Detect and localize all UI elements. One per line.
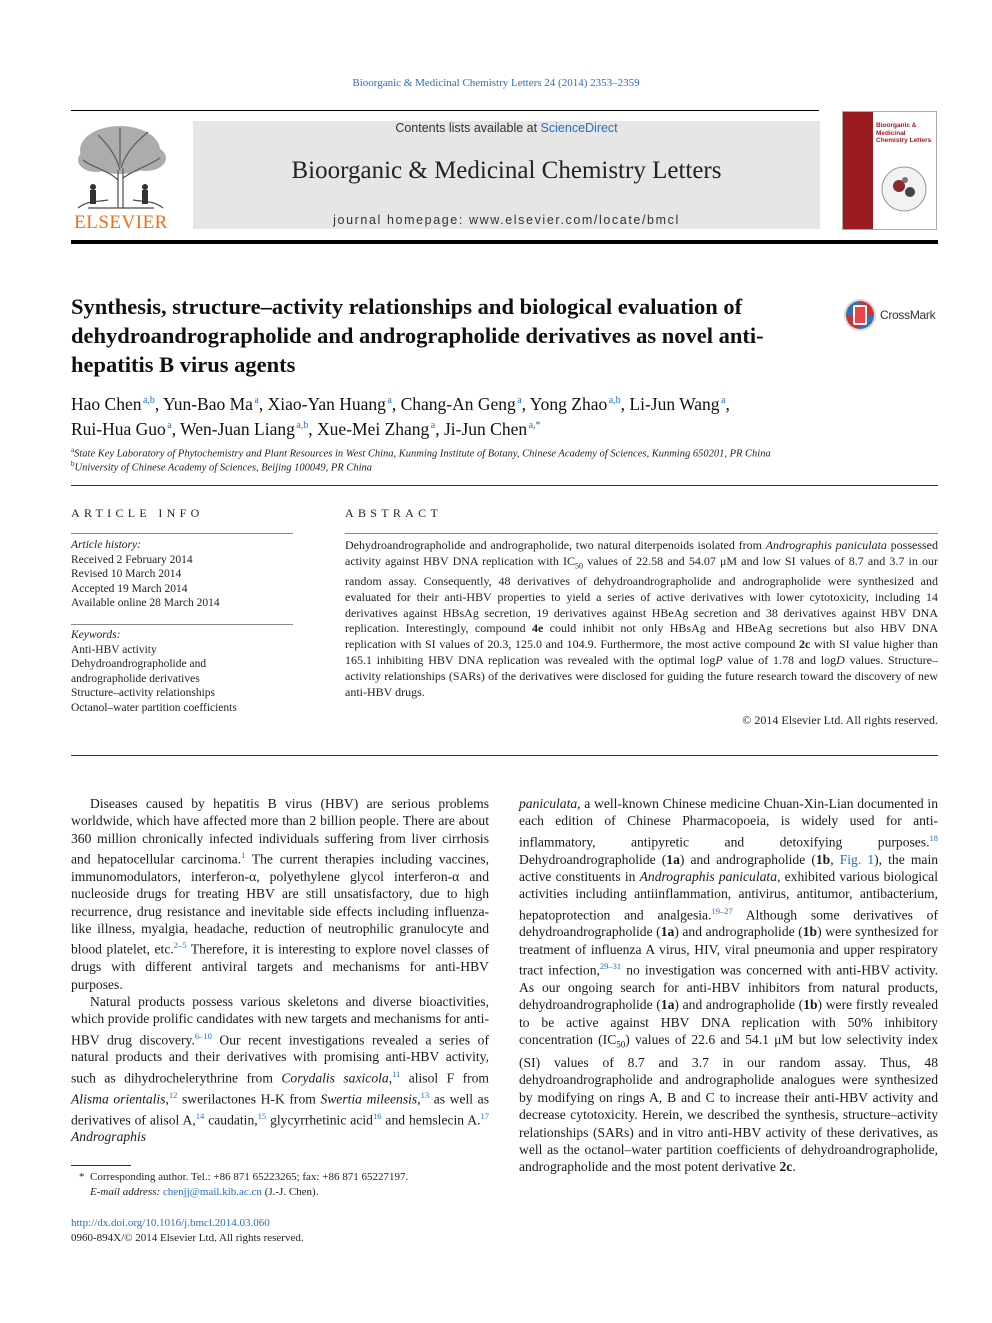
affiliation-b [71,460,941,474]
email-link[interactable]: chenjj@mail.kib.ac.cn [162,1186,262,1198]
author-affil-sup[interactable]: a [721,395,726,406]
body-paragraph: Natural products possess various skeletons and diverse bioactivities, which provide prolific candidates with new targets and mechanisms for anti-HBV drug discovery.$^{6-10}$ Our recent investigations revealed a series of natural products and their derivatives with promising anti-HBV activity, such as dihydrochelerythrine from Corydalis saxicola,$^{11}$ alisol F from Alisma orientalis,$^{12}$ swerilactones H-K from Swertia mileensis,$^{13}$ as well as derivatives of alisol A,$^{14}$ caudatin,$^{15}$ glycyrrhetinic acid$^{16}$ and hemslecin A.$^{17}$ Andrographis [71,993,490,1145]
publisher-name: ELSEVIER [74,212,168,233]
author[interactable]: Li-Jun Wang [629,393,720,414]
body-paragraph: paniculata, a well-known Chinese medicine Chuan-Xin-Lian documented in each edition of Chinese Pharmacopoeia, is widely used for anti-inflammatory, antipyretic and detoxifying purposes.$^{18}$ Dehydroandrographolide (1a) and andrographolide (1b, Fig. 1), the main active constituents in Andrographis paniculata, exhibited various biological activities including antiinflammation, antivirus, antitumor, antibacterium, hepatoprotection and analgesia.$^{19-27}$ Although some derivatives of dehydroandrographolide (1a) and andrographolide (1b) were synthesized for treatment of influenza A virus, HIV, viral pneumonia and upper respiratory tract infection,$^{29-31}$ no investigation was concerned with anti-HBV activity. As our ongoing search for anti-HBV inhibitors from natural products, dehydroandrographolide (1a) and andrographolide (1b) were firstly revealed to be active against HBV DNA replication with 50% inhibitory concentration $(IC_{50})$ values of 22.6 and 54.1 μM but low selectivity index (SI) values of 8.7 and 3.7 in our random assay. Thus, 48 dehydroandrographolide and andrographolide analogues were synthesized by modifying on rings A, B and C to increase their anti-HBV activity and decrease cytotoxicity. Herein, we described the synthesis, structure–activity relationships (SARs) and in vitro anti-HBV activity of these derivatives, as well as the octanol–water partition coefficients of dehydroandrographolide, andrographolide and the most potent derivative 2c. [519,796,939,1175]
author[interactable]: Rui-Hua Guo [71,418,166,439]
article-history [71,538,293,611]
header-rule [71,110,819,111]
history-label: Article history: [71,539,141,551]
author[interactable]: Hao Chen [71,393,142,414]
journal-citation[interactable]: Bioorganic & Medicinal Chemistry Letters 24 (2014) 2353–2359 [352,77,640,89]
email-suffix: (J.-J. Chen). [264,1186,319,1198]
body-column-right [519,795,938,1176]
journal-banner [193,121,820,229]
issn-line: 0960-894X/© 2014 Elsevier Ltd. All rights reserved. [71,1231,304,1244]
affiliation-sup: b [71,460,75,468]
footnote-star: * [79,1171,85,1183]
article-info-heading: ARTICLE INFO [71,506,204,520]
keyword: Octanol–water partition coefficients [71,701,237,714]
author-sep: , [725,393,730,414]
history-received: Received 2 February 2014 [71,553,193,566]
author-affil-sup[interactable]: a [167,419,172,431]
history-accepted: Accepted 19 March 2014 [71,582,188,595]
sciencedirect-link[interactable]: ScienceDirect [540,121,618,135]
author[interactable]: Chang-An Geng [400,393,516,414]
keywords-rule [71,624,293,625]
cover-graphic-icon [879,164,929,214]
author-sep: , [391,393,397,414]
cover-title: Bioorganic & Medicinal Chemistry Letters [876,122,932,144]
abstract-copyright: © 2014 Elsevier Ltd. All rights reserved. [742,713,938,727]
abstract-text: Dehydroandrographolide and andrographolide, two natural diterpenoids isolated from Andrographis paniculata possessed activity against HBV DNA replication with $IC_{50}$ values of 22.58 and 54.07 μM and low SI values of 8.7 and 3.7 in our random assay. Consequently, 48 derivatives of dehydroandrographolide and andrographolide were synthesized and evaluated for their anti-HBV properties to yield a series of active derivatives with lower cytotoxicity, including 14 derivatives against HBsAg secretion, 19 derivatives against HBeAg secretion and 38 derivatives against HBV DNA replication. Interestingly, compound 4e could inhibit not only HBsAg and HBeAg secretions but also HBV DNA replication with SI values of 20.3, 125.0 and 104.9. Furthermore, the most active compound 2c with SI value higher than 165.1 inhibiting HBV DNA replication was revealed with the optimal logP value of 1.78 and logD values. Structure–activity relationships (SARs) of the derivatives were disclosed for guiding the future research toward the discovery of new anti-HBV drugs. [345,538,939,699]
keyword: andrographolide derivatives [71,672,200,685]
abstract-rule [345,533,938,534]
corresponding-footnote [71,1170,491,1200]
journal-homepage[interactable]: journal homepage: www.elsevier.com/locate/bmcl [333,213,680,227]
footnote-rule [71,1165,131,1166]
keyword: Structure–activity relationships [71,687,216,699]
author[interactable]: Wen-Juan Liang [180,418,295,439]
header-thick-rule [71,240,938,244]
article-info-rule [71,533,293,534]
affiliation-a [71,446,941,460]
body-column-left [71,795,489,1146]
contents-line [193,121,820,135]
elsevier-logo [68,120,174,234]
author-sep: , [258,393,264,414]
body-paragraph: Diseases caused by hepatitis B virus (HBV) are serious problems worldwide, which have affected more than 2 billion people. There are about 360 million chronically infected individuals suffering from liver cirrhosis and hepatocellular carcinoma.$^1$ The current therapies including vaccines, immunomodulators, interferon-α, polyethylene glycol interferon-α and nucleoside drugs for treating HBV are still unsatisfactory, due to high recurrence, drug resistance and inevitable side effects including influenza-like illness, myalgia, headache, reduction of neutrophilic granulocyte and blood platelet, etc.$^{2-5}$ Therefore, it is interesting to explore novel classes of drugs with different antiviral targets and mechanisms for anti-HBV purposes. [71,796,489,992]
journal-title: Bioorganic & Medicinal Chemistry Letters [291,157,722,184]
keyword: Dehydroandrographolide and [71,658,207,670]
author-affil-sup[interactable]: a [387,395,392,406]
author[interactable]: Yun-Bao Ma [163,393,253,414]
author-affil-sup[interactable]: a,* [528,419,541,431]
keywords [71,628,293,715]
history-revised: Revised 10 March 2014 [71,568,182,580]
author-affil-sup[interactable]: a,b [142,395,155,406]
article-title: Synthesis, structure–activity relationships and biological evaluation of dehydroandrographolide and andrographolide derivatives as novel anti-hepatitis B virus agents [71,294,764,377]
affiliation-sup: a [71,446,75,454]
crossmark-label: CrossMark [880,308,936,322]
author-line-1 [71,390,941,415]
author-affil-sup[interactable]: a [517,395,522,406]
author-affil-sup[interactable]: a [254,395,259,406]
abstract-heading: ABSTRACT [345,506,443,520]
author-sep: , [435,418,440,439]
author[interactable]: Yong Zhao [529,393,608,414]
contents-prefix: Contents lists available at [395,121,541,135]
author-line-2 [71,415,941,440]
abstract-bottom-rule [71,755,938,756]
keywords-label: Keywords: [71,629,121,641]
author[interactable]: Xue-Mei Zhang [317,418,430,439]
author-affil-sup[interactable]: a [430,419,436,431]
keyword: Anti-HBV activity [71,643,157,656]
author-sep: , [521,393,527,414]
doi-block [71,1216,491,1245]
crossmark-icon [843,297,877,333]
author[interactable]: Xiao-Yan Huang [267,393,386,414]
crossmark-badge[interactable] [843,297,943,333]
author-sep: , [308,418,313,439]
author-sep: , [620,393,626,414]
history-online: Available online 28 March 2014 [71,597,220,609]
email-label: E-mail address: [90,1186,161,1198]
author-affil-sup[interactable]: a,b [608,395,621,406]
author-sep: , [171,418,177,439]
author[interactable]: Ji-Jun Chen [443,418,528,439]
author-affil-sup[interactable]: a,b [296,419,309,431]
affiliation-rule [71,485,938,486]
doi-link[interactable]: http://dx.doi.org/10.1016/j.bmcl.2014.03.060 [71,1217,270,1229]
affiliation-text: State Key Laboratory of Phytochemistry and Plant Resources in West China, Kunming Institute of Botany, Chinese Academy of Sciences, Kunming 650201, PR China [74,448,771,460]
journal-cover[interactable] [842,111,937,230]
cover-strip [843,112,873,230]
author-list [71,390,941,440]
author-sep: , [154,393,160,414]
footnote-corresponding: Corresponding author. Tel.: +86 871 65223265; fax: +86 871 65227197. [90,1171,409,1183]
elsevier-tree-icon [68,120,174,212]
affiliation-text: University of Chinese Academy of Sciences, Beijing 100049, PR China [74,462,373,474]
